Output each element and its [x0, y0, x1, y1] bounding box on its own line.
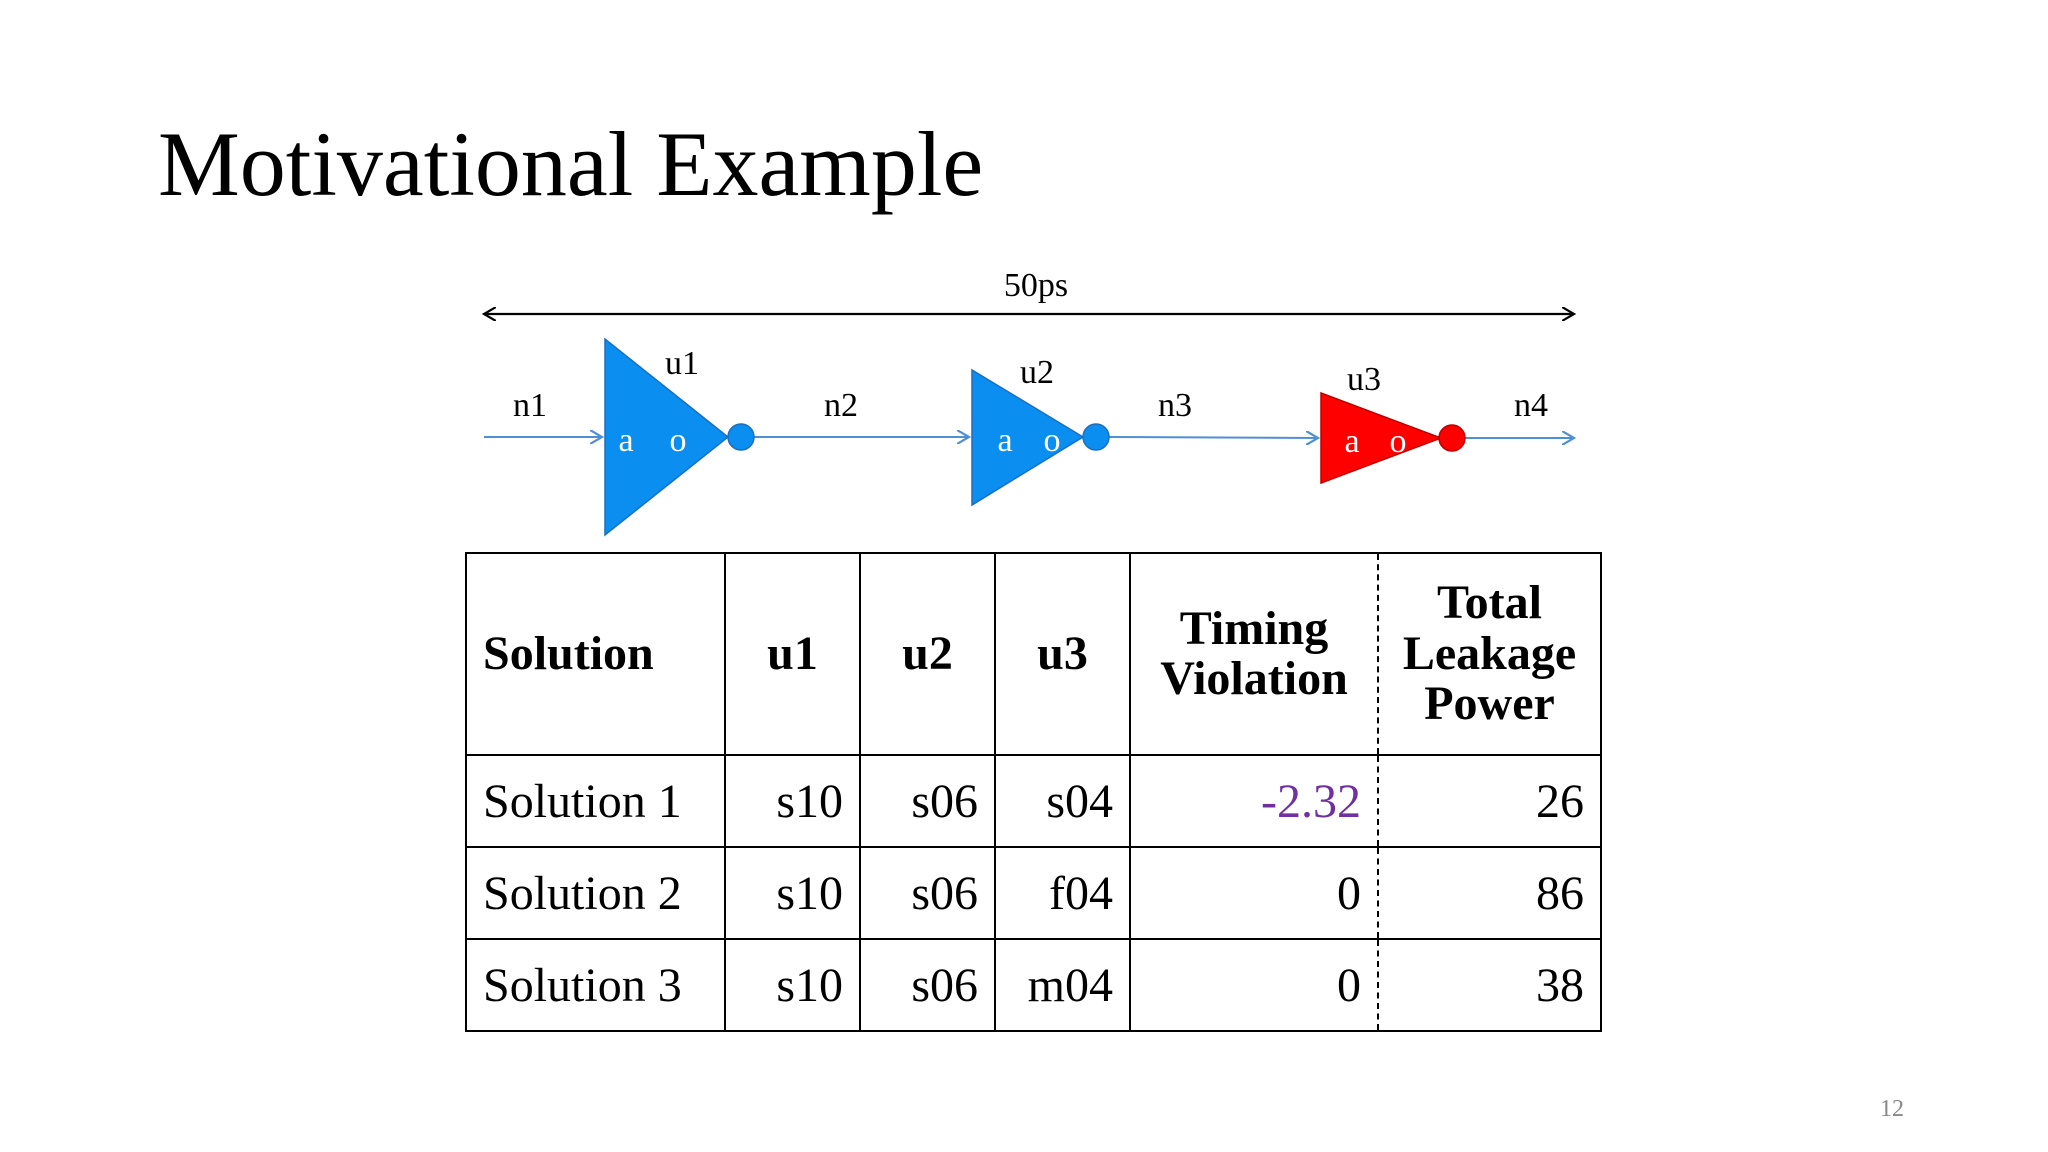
cell-u1: s10 — [725, 939, 860, 1031]
page-number: 12 — [1880, 1096, 1904, 1122]
cell-u3: m04 — [995, 939, 1130, 1031]
gate-chain-diagram — [0, 0, 2048, 560]
cell-total-leakage-power: 86 — [1378, 847, 1601, 939]
cell-u1: s10 — [725, 847, 860, 939]
cell-solution: Solution 2 — [466, 847, 725, 939]
net-label-n2: n2 — [824, 387, 858, 424]
gate-u2[interactable] — [972, 354, 1109, 505]
bubble-icon — [728, 424, 754, 450]
net-label-n4: n4 — [1514, 387, 1548, 424]
gate-u3[interactable] — [1321, 361, 1465, 483]
cell-u2: s06 — [860, 755, 995, 847]
header-solution: Solution — [466, 553, 725, 755]
cell-total-leakage-power: 26 — [1378, 755, 1601, 847]
table-row — [466, 847, 1601, 939]
gate-u2-in-pin: a — [997, 422, 1013, 459]
table-row — [466, 755, 1601, 847]
wire-n3 — [1109, 437, 1318, 438]
gate-u3-out-pin: o — [1389, 423, 1407, 460]
net-label-n1: n1 — [513, 387, 547, 424]
cell-solution: Solution 3 — [466, 939, 725, 1031]
solutions-table — [465, 552, 1602, 1032]
bubble-icon — [1439, 425, 1465, 451]
cell-solution: Solution 1 — [466, 755, 725, 847]
cell-u3: f04 — [995, 847, 1130, 939]
gate-u1-label: u1 — [665, 345, 699, 382]
inverter-icon — [1321, 393, 1441, 483]
bubble-icon — [1083, 424, 1109, 450]
gate-u2-label: u2 — [1020, 354, 1054, 391]
cell-u1: s10 — [725, 755, 860, 847]
cell-timing-violation: 0 — [1130, 939, 1378, 1031]
header-u2: u2 — [860, 553, 995, 755]
cell-timing-violation: -2.32 — [1130, 755, 1378, 847]
header-total-leakage-power: Total Leakage Power — [1378, 553, 1601, 755]
gate-u3-in-pin: a — [1344, 423, 1360, 460]
gate-u3-label: u3 — [1347, 361, 1381, 398]
cell-u3: s04 — [995, 755, 1130, 847]
header-u1: u1 — [725, 553, 860, 755]
slide-title: Motivational Example — [158, 113, 984, 215]
net-label-n3: n3 — [1158, 387, 1192, 424]
table-header-row — [466, 553, 1601, 755]
gate-u2-out-pin: o — [1043, 422, 1061, 459]
cell-u2: s06 — [860, 939, 995, 1031]
span-label: 50ps — [1003, 267, 1069, 304]
gate-u1-in-pin: a — [618, 422, 634, 459]
cell-u2: s06 — [860, 847, 995, 939]
gate-u1[interactable] — [605, 339, 754, 535]
header-u3: u3 — [995, 553, 1130, 755]
gate-u1-out-pin: o — [669, 422, 687, 459]
header-timing-violation: Timing Violation — [1130, 553, 1378, 755]
table-row — [466, 939, 1601, 1031]
cell-total-leakage-power: 38 — [1378, 939, 1601, 1031]
cell-timing-violation: 0 — [1130, 847, 1378, 939]
